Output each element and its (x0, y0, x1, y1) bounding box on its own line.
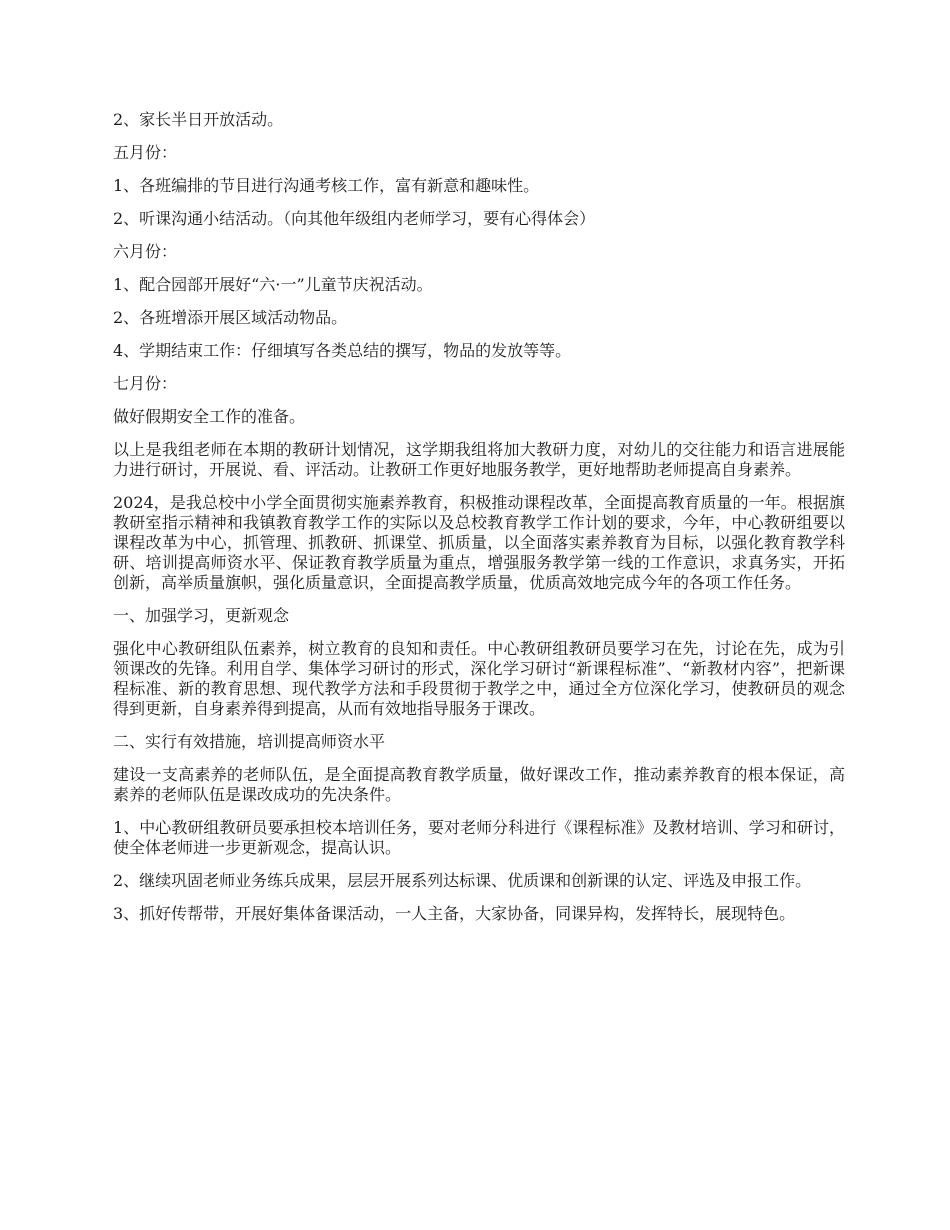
paragraph-plan-summary: 以上是我组老师在本期的教研计划情况，这学期我组将加大教研力度，对幼儿的交往能力和语言进展能力进行研讨，开展说、看、评活动。让教研工作更好地服务教学，更好地帮助老师提高自身素养。 (113, 440, 845, 479)
list-item-mentoring: 3、抓好传帮带，开展好集体备课活动，一人主备，大家协备，同课异构，发挥特长，展现特色。 (113, 904, 796, 923)
list-item-area-materials: 2、各班增添开展区域活动物品。 (113, 308, 348, 327)
paragraph-study-details: 强化中心教研组队伍素养，树立教育的良知和责任。中心教研组教研员要学习在先，讨论在先，成为引领课改的先锋。利用自学、集体学习研讨的形式，深化学习研讨“新课程标准”、“新教材内容”，把新课程标准、新的教育思想、现代教学方法和手段贯彻于教学之中，通过全方位深化学习，使教研员的观念得到更新，自身素养得到提高，从而有效地指导服务于课改。 (113, 639, 845, 718)
list-item-childrens-day: 1、配合园部开展好“六·一”儿童节庆祝活动。 (113, 275, 433, 294)
document-page (113, 110, 845, 937)
paragraph-holiday-safety: 做好假期安全工作的准备。 (113, 407, 306, 426)
list-item-school-training: 1、中心教研组教研员要承担校本培训任务，要对老师分科进行《课程标准》及教材培训、学习和研讨，使全体老师进一步更新观念，提高认识。 (113, 818, 845, 857)
section-heading-training: 二、实行有效措施，培训提高师资水平 (113, 732, 386, 751)
list-item-parent-open-day: 2、家长半日开放活动。 (113, 110, 284, 129)
section-heading-june: 六月份： (113, 242, 178, 261)
paragraph-teacher-team: 建设一支高素养的老师队伍，是全面提高教育教学质量，做好课改工作，推动素养教育的根本保证，高素养的老师队伍是课改成功的先决条件。 (113, 765, 845, 804)
list-item-skill-practice: 2、继续巩固老师业务练兵成果，层层开展系列达标课、优质课和创新课的认定、评选及申报工作。 (113, 871, 812, 890)
section-heading-july: 七月份： (113, 374, 178, 393)
section-heading-may: 五月份： (113, 143, 178, 162)
paragraph-annual-goals: 2024，是我总校中小学全面贯彻实施素养教育，积极推动课程改革，全面提高教育质量的一年。根据旗教研室指示精神和我镇教育教学工作的实际以及总校教育教学工作计划的要求，今年，中心教研组要以课程改革为中心，抓管理、抓教研、抓课堂、抓质量，以全面落实素养教育为目标，以强化教育教学科研、培训提高师资水平、保证教育教学质量为重点，增强服务教学第一线的工作意识，求真务实，开拓创新，高举质量旗帜，强化质量意识，全面提高教学质量，优质高效地完成今年的各项工作任务。 (113, 493, 845, 592)
list-item-term-end: 4、学期结束工作：仔细填写各类总结的撰写，物品的发放等等。 (113, 341, 572, 360)
list-item-lesson-observation: 2、听课沟通小结活动。（向其他年级组内老师学习，要有心得体会） (113, 209, 596, 228)
list-item-program-review: 1、各班编排的节目进行沟通考核工作，富有新意和趣味性。 (113, 176, 540, 195)
section-heading-study: 一、加强学习，更新观念 (113, 606, 290, 625)
